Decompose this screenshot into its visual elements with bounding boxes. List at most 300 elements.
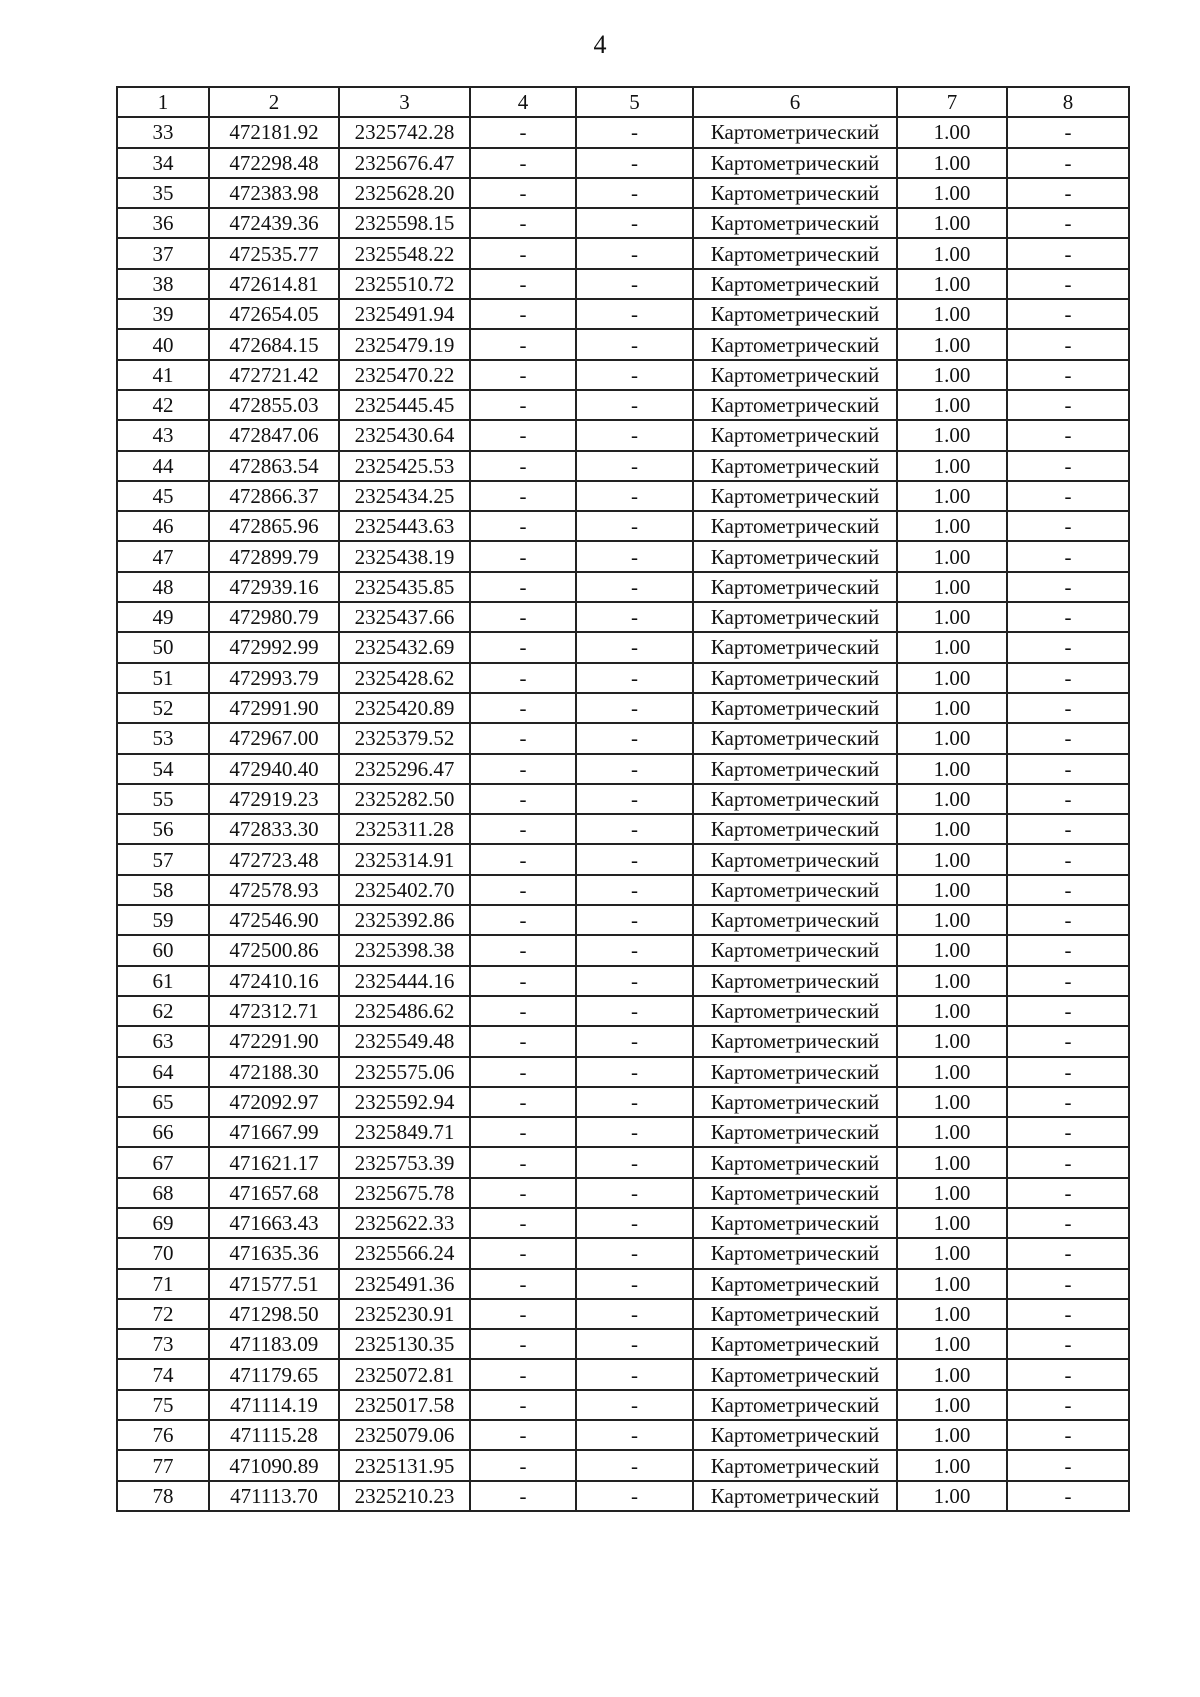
column-8-cell: - <box>1007 360 1129 390</box>
column-4-cell: - <box>470 1450 576 1480</box>
accuracy-cell: 1.00 <box>897 602 1007 632</box>
page-number: 4 <box>593 30 607 59</box>
column-8-cell: - <box>1007 178 1129 208</box>
column-header: 4 <box>470 87 576 117</box>
method-cell: Картометрический <box>693 1481 897 1511</box>
x-coordinate-cell: 472500.86 <box>209 935 339 965</box>
point-number-cell: 56 <box>117 814 209 844</box>
accuracy-cell: 1.00 <box>897 178 1007 208</box>
y-coordinate-cell: 2325849.71 <box>339 1117 470 1147</box>
column-4-cell: - <box>470 1329 576 1359</box>
column-4-cell: - <box>470 1178 576 1208</box>
point-number-cell: 46 <box>117 511 209 541</box>
table-row <box>117 360 1129 390</box>
y-coordinate-cell: 2325420.89 <box>339 693 470 723</box>
y-coordinate-cell: 2325491.94 <box>339 299 470 329</box>
y-coordinate-cell: 2325753.39 <box>339 1147 470 1177</box>
method-cell: Картометрический <box>693 541 897 571</box>
x-coordinate-cell: 472863.54 <box>209 451 339 481</box>
table-row <box>117 1208 1129 1238</box>
y-coordinate-cell: 2325079.06 <box>339 1420 470 1450</box>
table-row <box>117 269 1129 299</box>
coordinates-table <box>116 86 1130 1512</box>
method-cell: Картометрический <box>693 329 897 359</box>
column-8-cell: - <box>1007 1117 1129 1147</box>
point-number-cell: 59 <box>117 905 209 935</box>
x-coordinate-cell: 472654.05 <box>209 299 339 329</box>
column-4-cell: - <box>470 1117 576 1147</box>
y-coordinate-cell: 2325392.86 <box>339 905 470 935</box>
x-coordinate-cell: 472919.23 <box>209 784 339 814</box>
accuracy-cell: 1.00 <box>897 329 1007 359</box>
column-5-cell: - <box>576 754 693 784</box>
point-number-cell: 37 <box>117 238 209 268</box>
column-8-cell: - <box>1007 1026 1129 1056</box>
column-8-cell: - <box>1007 723 1129 753</box>
column-4-cell: - <box>470 602 576 632</box>
column-8-cell: - <box>1007 1481 1129 1511</box>
method-cell: Картометрический <box>693 208 897 238</box>
accuracy-cell: 1.00 <box>897 117 1007 147</box>
accuracy-cell: 1.00 <box>897 632 1007 662</box>
x-coordinate-cell: 472866.37 <box>209 481 339 511</box>
y-coordinate-cell: 2325742.28 <box>339 117 470 147</box>
y-coordinate-cell: 2325445.45 <box>339 390 470 420</box>
column-4-cell: - <box>470 1420 576 1450</box>
column-8-cell: - <box>1007 1147 1129 1177</box>
y-coordinate-cell: 2325379.52 <box>339 723 470 753</box>
point-number-cell: 62 <box>117 996 209 1026</box>
column-5-cell: - <box>576 360 693 390</box>
x-coordinate-cell: 472092.97 <box>209 1087 339 1117</box>
y-coordinate-cell: 2325548.22 <box>339 238 470 268</box>
accuracy-cell: 1.00 <box>897 754 1007 784</box>
column-5-cell: - <box>576 996 693 1026</box>
y-coordinate-cell: 2325230.91 <box>339 1299 470 1329</box>
point-number-cell: 77 <box>117 1450 209 1480</box>
y-coordinate-cell: 2325676.47 <box>339 148 470 178</box>
point-number-cell: 34 <box>117 148 209 178</box>
point-number-cell: 78 <box>117 1481 209 1511</box>
point-number-cell: 76 <box>117 1420 209 1450</box>
accuracy-cell: 1.00 <box>897 511 1007 541</box>
table-row <box>117 117 1129 147</box>
table-row <box>117 1481 1129 1511</box>
column-4-cell: - <box>470 541 576 571</box>
column-8-cell: - <box>1007 208 1129 238</box>
column-4-cell: - <box>470 1087 576 1117</box>
column-8-cell: - <box>1007 1178 1129 1208</box>
accuracy-cell: 1.00 <box>897 844 1007 874</box>
table-row <box>117 208 1129 238</box>
method-cell: Картометрический <box>693 1147 897 1177</box>
method-cell: Картометрический <box>693 935 897 965</box>
column-5-cell: - <box>576 1420 693 1450</box>
column-5-cell: - <box>576 148 693 178</box>
y-coordinate-cell: 2325434.25 <box>339 481 470 511</box>
table-row <box>117 996 1129 1026</box>
column-5-cell: - <box>576 1178 693 1208</box>
column-4-cell: - <box>470 572 576 602</box>
table-row <box>117 935 1129 965</box>
method-cell: Картометрический <box>693 572 897 602</box>
column-5-cell: - <box>576 329 693 359</box>
column-5-cell: - <box>576 814 693 844</box>
column-5-cell: - <box>576 905 693 935</box>
column-header: 2 <box>209 87 339 117</box>
y-coordinate-cell: 2325628.20 <box>339 178 470 208</box>
x-coordinate-cell: 471179.65 <box>209 1359 339 1389</box>
x-coordinate-cell: 472980.79 <box>209 602 339 632</box>
x-coordinate-cell: 472546.90 <box>209 905 339 935</box>
column-5-cell: - <box>576 572 693 602</box>
column-8-cell: - <box>1007 996 1129 1026</box>
column-header: 5 <box>576 87 693 117</box>
table-row <box>117 875 1129 905</box>
column-4-cell: - <box>470 148 576 178</box>
column-4-cell: - <box>470 1238 576 1268</box>
column-4-cell: - <box>470 329 576 359</box>
column-header: 7 <box>897 87 1007 117</box>
point-number-cell: 47 <box>117 541 209 571</box>
column-4-cell: - <box>470 1208 576 1238</box>
column-8-cell: - <box>1007 420 1129 450</box>
x-coordinate-cell: 472410.16 <box>209 966 339 996</box>
column-5-cell: - <box>576 299 693 329</box>
header-row <box>117 87 1129 117</box>
point-number-cell: 68 <box>117 1178 209 1208</box>
column-5-cell: - <box>576 117 693 147</box>
column-5-cell: - <box>576 632 693 662</box>
column-4-cell: - <box>470 1026 576 1056</box>
method-cell: Картометрический <box>693 1026 897 1056</box>
accuracy-cell: 1.00 <box>897 875 1007 905</box>
method-cell: Картометрический <box>693 1208 897 1238</box>
table-row <box>117 148 1129 178</box>
table-row <box>117 178 1129 208</box>
column-5-cell: - <box>576 1450 693 1480</box>
column-8-cell: - <box>1007 905 1129 935</box>
method-cell: Картометрический <box>693 1117 897 1147</box>
x-coordinate-cell: 472993.79 <box>209 663 339 693</box>
accuracy-cell: 1.00 <box>897 390 1007 420</box>
accuracy-cell: 1.00 <box>897 966 1007 996</box>
table-row <box>117 1359 1129 1389</box>
point-number-cell: 54 <box>117 754 209 784</box>
column-8-cell: - <box>1007 663 1129 693</box>
x-coordinate-cell: 471667.99 <box>209 1117 339 1147</box>
column-5-cell: - <box>576 1359 693 1389</box>
x-coordinate-cell: 472899.79 <box>209 541 339 571</box>
method-cell: Картометрический <box>693 754 897 784</box>
y-coordinate-cell: 2325402.70 <box>339 875 470 905</box>
x-coordinate-cell: 472865.96 <box>209 511 339 541</box>
column-4-cell: - <box>470 1057 576 1087</box>
y-coordinate-cell: 2325438.19 <box>339 541 470 571</box>
column-5-cell: - <box>576 723 693 753</box>
x-coordinate-cell: 471621.17 <box>209 1147 339 1177</box>
y-coordinate-cell: 2325575.06 <box>339 1057 470 1087</box>
column-5-cell: - <box>576 1269 693 1299</box>
table-row <box>117 844 1129 874</box>
y-coordinate-cell: 2325130.35 <box>339 1329 470 1359</box>
column-4-cell: - <box>470 1359 576 1389</box>
method-cell: Картометрический <box>693 875 897 905</box>
table-row <box>117 814 1129 844</box>
method-cell: Картометрический <box>693 299 897 329</box>
table-row <box>117 784 1129 814</box>
x-coordinate-cell: 472833.30 <box>209 814 339 844</box>
column-5-cell: - <box>576 1299 693 1329</box>
point-number-cell: 63 <box>117 1026 209 1056</box>
x-coordinate-cell: 471663.43 <box>209 1208 339 1238</box>
method-cell: Картометрический <box>693 1420 897 1450</box>
x-coordinate-cell: 472535.77 <box>209 238 339 268</box>
column-8-cell: - <box>1007 1238 1129 1268</box>
column-4-cell: - <box>470 784 576 814</box>
column-4-cell: - <box>470 693 576 723</box>
y-coordinate-cell: 2325435.85 <box>339 572 470 602</box>
column-8-cell: - <box>1007 966 1129 996</box>
method-cell: Картометрический <box>693 390 897 420</box>
column-8-cell: - <box>1007 875 1129 905</box>
y-coordinate-cell: 2325549.48 <box>339 1026 470 1056</box>
table-header <box>117 87 1129 117</box>
point-number-cell: 39 <box>117 299 209 329</box>
x-coordinate-cell: 472312.71 <box>209 996 339 1026</box>
column-8-cell: - <box>1007 632 1129 662</box>
accuracy-cell: 1.00 <box>897 935 1007 965</box>
x-coordinate-cell: 472847.06 <box>209 420 339 450</box>
method-cell: Картометрический <box>693 1178 897 1208</box>
accuracy-cell: 1.00 <box>897 572 1007 602</box>
column-4-cell: - <box>470 299 576 329</box>
y-coordinate-cell: 2325443.63 <box>339 511 470 541</box>
y-coordinate-cell: 2325470.22 <box>339 360 470 390</box>
column-5-cell: - <box>576 602 693 632</box>
column-4-cell: - <box>470 1147 576 1177</box>
column-4-cell: - <box>470 1481 576 1511</box>
x-coordinate-cell: 472855.03 <box>209 390 339 420</box>
table-row <box>117 481 1129 511</box>
x-coordinate-cell: 471635.36 <box>209 1238 339 1268</box>
column-5-cell: - <box>576 1238 693 1268</box>
y-coordinate-cell: 2325430.64 <box>339 420 470 450</box>
table-row <box>117 1450 1129 1480</box>
point-number-cell: 69 <box>117 1208 209 1238</box>
column-5-cell: - <box>576 269 693 299</box>
method-cell: Картометрический <box>693 1238 897 1268</box>
point-number-cell: 73 <box>117 1329 209 1359</box>
column-5-cell: - <box>576 1147 693 1177</box>
table-row <box>117 238 1129 268</box>
table-row <box>117 1147 1129 1177</box>
y-coordinate-cell: 2325131.95 <box>339 1450 470 1480</box>
point-number-cell: 55 <box>117 784 209 814</box>
column-5-cell: - <box>576 693 693 723</box>
column-8-cell: - <box>1007 148 1129 178</box>
method-cell: Картометрический <box>693 632 897 662</box>
y-coordinate-cell: 2325486.62 <box>339 996 470 1026</box>
method-cell: Картометрический <box>693 1329 897 1359</box>
point-number-cell: 51 <box>117 663 209 693</box>
y-coordinate-cell: 2325314.91 <box>339 844 470 874</box>
method-cell: Картометрический <box>693 996 897 1026</box>
y-coordinate-cell: 2325296.47 <box>339 754 470 784</box>
x-coordinate-cell: 471090.89 <box>209 1450 339 1480</box>
accuracy-cell: 1.00 <box>897 996 1007 1026</box>
x-coordinate-cell: 471115.28 <box>209 1420 339 1450</box>
method-cell: Картометрический <box>693 1450 897 1480</box>
x-coordinate-cell: 472614.81 <box>209 269 339 299</box>
column-4-cell: - <box>470 1390 576 1420</box>
column-5-cell: - <box>576 1057 693 1087</box>
accuracy-cell: 1.00 <box>897 481 1007 511</box>
method-cell: Картометрический <box>693 1390 897 1420</box>
table-row <box>117 905 1129 935</box>
method-cell: Картометрический <box>693 784 897 814</box>
table-row <box>117 541 1129 571</box>
table-row <box>117 1178 1129 1208</box>
column-8-cell: - <box>1007 390 1129 420</box>
column-5-cell: - <box>576 511 693 541</box>
method-cell: Картометрический <box>693 723 897 753</box>
table-row <box>117 572 1129 602</box>
column-8-cell: - <box>1007 754 1129 784</box>
accuracy-cell: 1.00 <box>897 1057 1007 1087</box>
method-cell: Картометрический <box>693 269 897 299</box>
column-5-cell: - <box>576 875 693 905</box>
accuracy-cell: 1.00 <box>897 1117 1007 1147</box>
column-8-cell: - <box>1007 1420 1129 1450</box>
y-coordinate-cell: 2325491.36 <box>339 1269 470 1299</box>
table-row <box>117 1087 1129 1117</box>
method-cell: Картометрический <box>693 814 897 844</box>
column-5-cell: - <box>576 1117 693 1147</box>
column-5-cell: - <box>576 663 693 693</box>
column-4-cell: - <box>470 117 576 147</box>
point-number-cell: 66 <box>117 1117 209 1147</box>
column-8-cell: - <box>1007 1208 1129 1238</box>
column-header: 3 <box>339 87 470 117</box>
point-number-cell: 50 <box>117 632 209 662</box>
table-row <box>117 632 1129 662</box>
accuracy-cell: 1.00 <box>897 1481 1007 1511</box>
point-number-cell: 45 <box>117 481 209 511</box>
point-number-cell: 33 <box>117 117 209 147</box>
accuracy-cell: 1.00 <box>897 723 1007 753</box>
column-8-cell: - <box>1007 269 1129 299</box>
column-5-cell: - <box>576 1390 693 1420</box>
accuracy-cell: 1.00 <box>897 541 1007 571</box>
column-8-cell: - <box>1007 1450 1129 1480</box>
point-number-cell: 74 <box>117 1359 209 1389</box>
table-row <box>117 1299 1129 1329</box>
column-4-cell: - <box>470 875 576 905</box>
accuracy-cell: 1.00 <box>897 814 1007 844</box>
column-4-cell: - <box>470 360 576 390</box>
table-row <box>117 1329 1129 1359</box>
column-8-cell: - <box>1007 1329 1129 1359</box>
x-coordinate-cell: 472939.16 <box>209 572 339 602</box>
accuracy-cell: 1.00 <box>897 451 1007 481</box>
column-header: 1 <box>117 87 209 117</box>
y-coordinate-cell: 2325428.62 <box>339 663 470 693</box>
point-number-cell: 42 <box>117 390 209 420</box>
table-body <box>117 117 1129 1511</box>
accuracy-cell: 1.00 <box>897 1087 1007 1117</box>
point-number-cell: 64 <box>117 1057 209 1087</box>
x-coordinate-cell: 472684.15 <box>209 329 339 359</box>
method-cell: Картометрический <box>693 1299 897 1329</box>
x-coordinate-cell: 471183.09 <box>209 1329 339 1359</box>
table-row <box>117 1026 1129 1056</box>
accuracy-cell: 1.00 <box>897 693 1007 723</box>
accuracy-cell: 1.00 <box>897 1269 1007 1299</box>
accuracy-cell: 1.00 <box>897 360 1007 390</box>
column-4-cell: - <box>470 754 576 784</box>
point-number-cell: 57 <box>117 844 209 874</box>
x-coordinate-cell: 471113.70 <box>209 1481 339 1511</box>
table-row <box>117 299 1129 329</box>
column-5-cell: - <box>576 451 693 481</box>
x-coordinate-cell: 472298.48 <box>209 148 339 178</box>
x-coordinate-cell: 472991.90 <box>209 693 339 723</box>
column-8-cell: - <box>1007 329 1129 359</box>
column-8-cell: - <box>1007 935 1129 965</box>
column-4-cell: - <box>470 814 576 844</box>
x-coordinate-cell: 471114.19 <box>209 1390 339 1420</box>
y-coordinate-cell: 2325210.23 <box>339 1481 470 1511</box>
point-number-cell: 52 <box>117 693 209 723</box>
x-coordinate-cell: 472181.92 <box>209 117 339 147</box>
table-row <box>117 390 1129 420</box>
column-4-cell: - <box>470 208 576 238</box>
accuracy-cell: 1.00 <box>897 1026 1007 1056</box>
table-row <box>117 329 1129 359</box>
method-cell: Картометрический <box>693 966 897 996</box>
column-4-cell: - <box>470 511 576 541</box>
column-4-cell: - <box>470 420 576 450</box>
column-5-cell: - <box>576 1329 693 1359</box>
column-8-cell: - <box>1007 1269 1129 1299</box>
method-cell: Картометрический <box>693 238 897 268</box>
point-number-cell: 70 <box>117 1238 209 1268</box>
point-number-cell: 71 <box>117 1269 209 1299</box>
column-4-cell: - <box>470 663 576 693</box>
point-number-cell: 43 <box>117 420 209 450</box>
accuracy-cell: 1.00 <box>897 1420 1007 1450</box>
table-row <box>117 451 1129 481</box>
method-cell: Картометрический <box>693 905 897 935</box>
y-coordinate-cell: 2325622.33 <box>339 1208 470 1238</box>
y-coordinate-cell: 2325566.24 <box>339 1238 470 1268</box>
column-8-cell: - <box>1007 572 1129 602</box>
column-8-cell: - <box>1007 117 1129 147</box>
x-coordinate-cell: 472940.40 <box>209 754 339 784</box>
point-number-cell: 60 <box>117 935 209 965</box>
table-row <box>117 1420 1129 1450</box>
accuracy-cell: 1.00 <box>897 208 1007 238</box>
column-8-cell: - <box>1007 299 1129 329</box>
method-cell: Картометрический <box>693 360 897 390</box>
column-5-cell: - <box>576 1481 693 1511</box>
column-5-cell: - <box>576 208 693 238</box>
y-coordinate-cell: 2325479.19 <box>339 329 470 359</box>
column-8-cell: - <box>1007 844 1129 874</box>
table-row <box>117 1390 1129 1420</box>
method-cell: Картометрический <box>693 602 897 632</box>
